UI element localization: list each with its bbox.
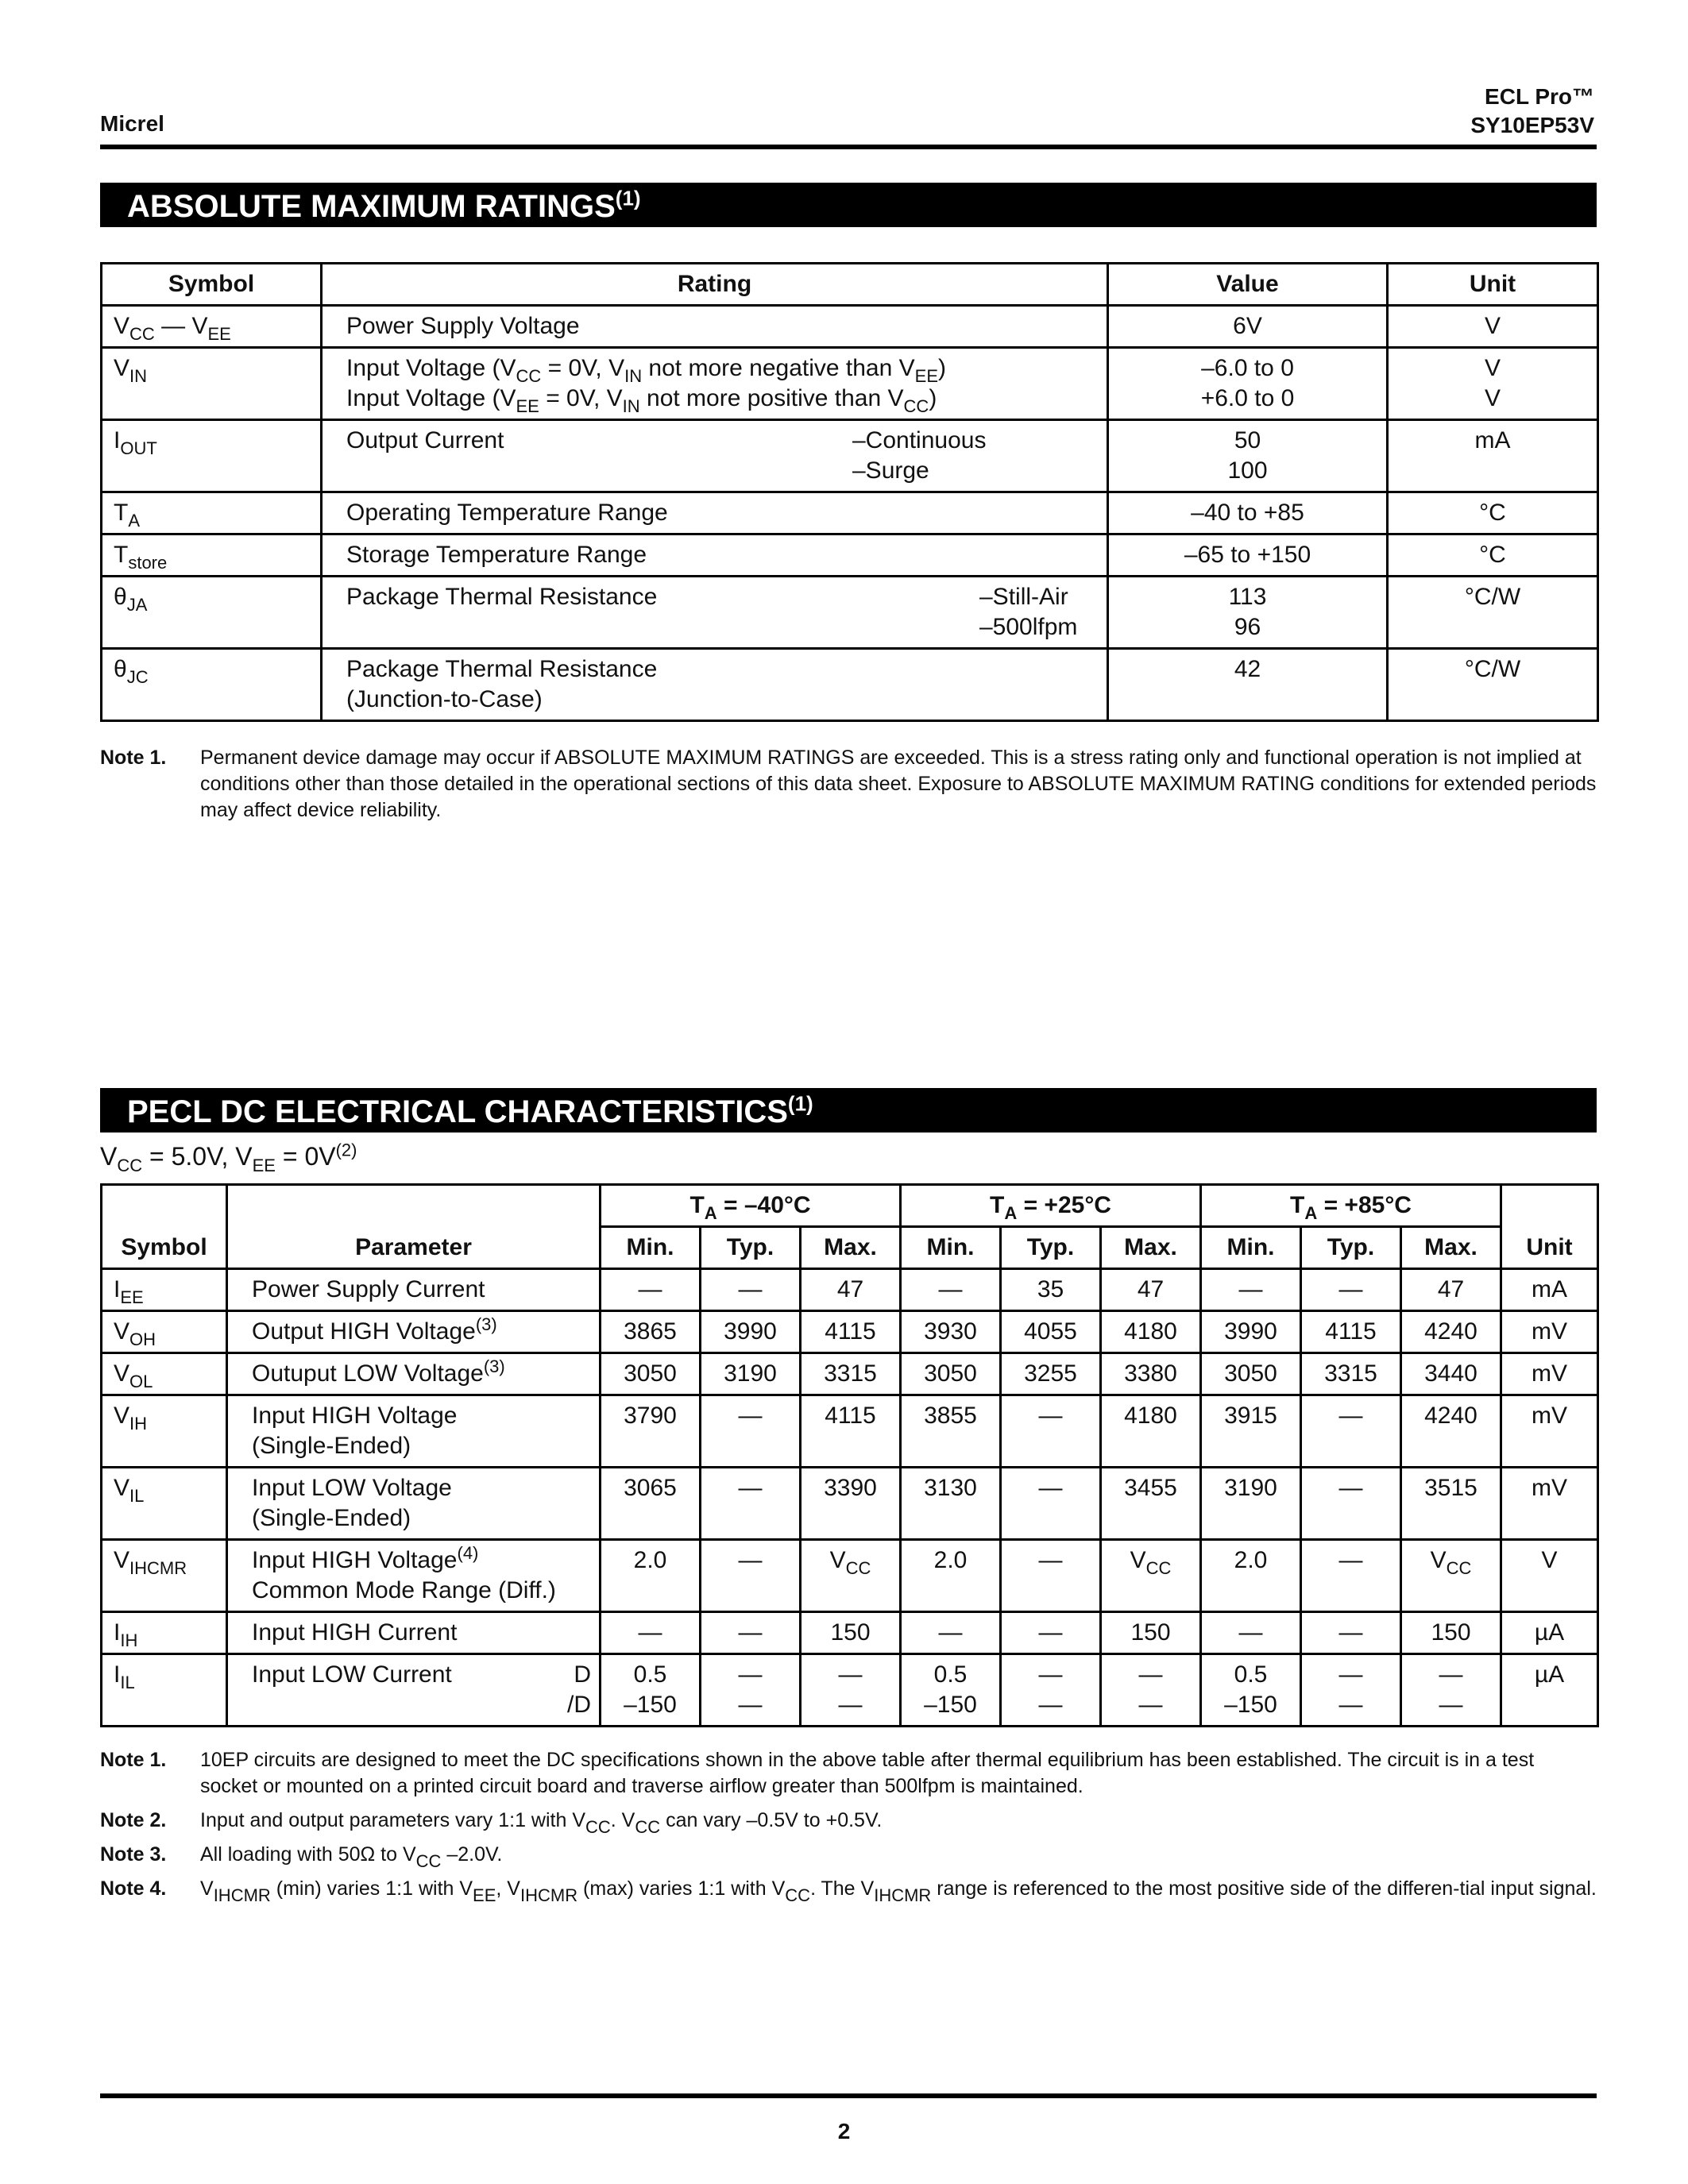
header-rule bbox=[100, 145, 1597, 149]
pecl-col-parameter: Parameter bbox=[227, 1185, 601, 1269]
cell: 0.5 –150 bbox=[1201, 1654, 1301, 1727]
cell: — bbox=[901, 1269, 1001, 1311]
pecl-row-vihcmr bbox=[102, 1540, 1598, 1612]
symbol: $V_{IL}$ bbox=[102, 1468, 227, 1540]
symbol: $T_A$ bbox=[102, 492, 322, 534]
parameter: Input LOW Current D /D bbox=[227, 1654, 601, 1727]
cell: 35 bbox=[1001, 1269, 1101, 1311]
footer-rule bbox=[100, 2093, 1597, 2098]
amr-col-unit: Unit bbox=[1388, 264, 1598, 306]
cell: 4240 bbox=[1401, 1395, 1501, 1468]
cell: 4180 bbox=[1101, 1311, 1201, 1353]
parameter: Input HIGH Voltage (Single-Ended) bbox=[227, 1395, 601, 1468]
rating: Package Thermal Resistance –Still-Air –500lfpm bbox=[322, 577, 1108, 649]
symbol: $V_{CC}$ — $V_{EE}$ bbox=[102, 306, 322, 348]
pecl-row-voh bbox=[102, 1311, 1598, 1353]
cell: — bbox=[1201, 1269, 1301, 1311]
pecl-dc-table bbox=[100, 1183, 1599, 1727]
symbol: $V_{IH}$ bbox=[102, 1395, 227, 1468]
pecl-row-vil bbox=[102, 1468, 1598, 1540]
cell: — bbox=[1001, 1612, 1101, 1654]
cell: 3990 bbox=[1201, 1311, 1301, 1353]
amr-table bbox=[100, 262, 1599, 722]
col-typ: Typ. bbox=[1301, 1227, 1401, 1269]
symbol: $V_{OH}$ bbox=[102, 1311, 227, 1353]
cell: — bbox=[701, 1468, 801, 1540]
rating: Output Current –Continuous –Surge bbox=[322, 420, 1108, 492]
value: –6.0 to 0 +6.0 to 0 bbox=[1108, 348, 1388, 420]
cell: — bbox=[601, 1269, 701, 1311]
parameter: Input LOW Voltage (Single-Ended) bbox=[227, 1468, 601, 1540]
parameter: Output HIGH Voltage$^{(3)}$ bbox=[227, 1311, 601, 1353]
amr-notes bbox=[100, 745, 1597, 832]
cell: 3915 bbox=[1201, 1395, 1301, 1468]
cell: 47 bbox=[1401, 1269, 1501, 1311]
unit: µA bbox=[1501, 1654, 1598, 1727]
cell: — bbox=[1201, 1612, 1301, 1654]
cell: 3315 bbox=[801, 1353, 901, 1395]
supply-conditions: $V_{CC} = 5.0V$, $V_{EE} = 0V^{(2)}$ bbox=[100, 1140, 357, 1175]
unit: V bbox=[1388, 306, 1598, 348]
amr-note-1: Note 1. Permanent device damage may occur if ABSOLUTE MAXIMUM RATINGS are exceeded. This is a stress rating only and functional operation is not implied at conditions other than those detailed in the operational sections of this data sheet. Exposure to ABSOLUTE MAXIMUM RATING conditions for extended periods may affect device reliability. bbox=[100, 747, 1597, 821]
unit: °C bbox=[1388, 534, 1598, 577]
cell: — — bbox=[1101, 1654, 1201, 1727]
col-min: Min. bbox=[1201, 1227, 1301, 1269]
symbol: $V_{OL}$ bbox=[102, 1353, 227, 1395]
cell: 3190 bbox=[1201, 1468, 1301, 1540]
cell: 47 bbox=[801, 1269, 901, 1311]
col-min: Min. bbox=[901, 1227, 1001, 1269]
cell: — bbox=[1301, 1468, 1401, 1540]
symbol: $T_{store}$ bbox=[102, 534, 322, 577]
cell: — bbox=[1301, 1612, 1401, 1654]
col-min: Min. bbox=[601, 1227, 701, 1269]
cell: $V_{CC}$ bbox=[801, 1540, 901, 1612]
cell: 0.5 –150 bbox=[901, 1654, 1001, 1727]
cell: — — bbox=[1301, 1654, 1401, 1727]
cell: 3315 bbox=[1301, 1353, 1401, 1395]
temp-group-plus85: $T_A = +85^\circ C$ bbox=[1201, 1185, 1501, 1227]
symbol: $V_{IHCMR}$ bbox=[102, 1540, 227, 1612]
parameter: Outuput LOW Voltage$^{(3)}$ bbox=[227, 1353, 601, 1395]
cell: — bbox=[601, 1612, 701, 1654]
cell: — — bbox=[701, 1654, 801, 1727]
cell: — bbox=[1001, 1395, 1101, 1468]
symbol: $I_{IH}$ bbox=[102, 1612, 227, 1654]
amr-row-iout bbox=[102, 420, 1598, 492]
value: –65 to +150 bbox=[1108, 534, 1388, 577]
unit: V V bbox=[1388, 348, 1598, 420]
pecl-row-iih bbox=[102, 1612, 1598, 1654]
cell: 150 bbox=[1401, 1612, 1501, 1654]
parameter: Power Supply Current bbox=[227, 1269, 601, 1311]
cell: 3515 bbox=[1401, 1468, 1501, 1540]
rating: Input Voltage ($V_{CC} = 0V$, $V_{IN}$ not more negative than $V_{EE}$) Input Voltage ($V_{EE} = 0V$, $V_{IN}$ not more positive than $V_{CC}$) bbox=[322, 348, 1108, 420]
cell: 4240 bbox=[1401, 1311, 1501, 1353]
cell: 3050 bbox=[601, 1353, 701, 1395]
cell: 3455 bbox=[1101, 1468, 1201, 1540]
unit: µA bbox=[1501, 1612, 1598, 1654]
value: 42 bbox=[1108, 649, 1388, 721]
cell: 3050 bbox=[901, 1353, 1001, 1395]
cell: 3440 bbox=[1401, 1353, 1501, 1395]
unit: mA bbox=[1388, 420, 1598, 492]
amr-row-tstore bbox=[102, 534, 1598, 577]
cell: — — bbox=[1001, 1654, 1101, 1727]
cell: 3130 bbox=[901, 1468, 1001, 1540]
pecl-row-iil bbox=[102, 1654, 1598, 1727]
value: 113 96 bbox=[1108, 577, 1388, 649]
amr-row-ta bbox=[102, 492, 1598, 534]
cell: 3255 bbox=[1001, 1353, 1101, 1395]
cell: 2.0 bbox=[901, 1540, 1001, 1612]
unit: °C/W bbox=[1388, 649, 1598, 721]
cell: — bbox=[1001, 1468, 1101, 1540]
amr-row-theta-ja bbox=[102, 577, 1598, 649]
pecl-section-title: PECL DC ELECTRICAL CHARACTERISTICS$^{(1)}$ bbox=[100, 1088, 1597, 1133]
pecl-col-symbol: Symbol bbox=[102, 1185, 227, 1269]
cell: — bbox=[701, 1612, 801, 1654]
cell: 3930 bbox=[901, 1311, 1001, 1353]
pecl-note-3: Note 3. All loading with 50Ω to $V_{CC}$ –2.0V. bbox=[100, 1843, 503, 1871]
cell: 3790 bbox=[601, 1395, 701, 1468]
cell: — bbox=[1301, 1395, 1401, 1468]
cell: — bbox=[701, 1269, 801, 1311]
pecl-note-4: Note 4. $V_{IHCMR}$ (min) varies 1:1 with $V_{EE}$, $V_{IHCMR}$ (max) varies 1:1 with $V_{CC}$. The $V_{IHCMR}$ range is referenced to the most positive side of the differen-tial input signal. bbox=[100, 1877, 1597, 1905]
cell: 47 bbox=[1101, 1269, 1201, 1311]
cell: — bbox=[1001, 1540, 1101, 1612]
col-max: Max. bbox=[1401, 1227, 1501, 1269]
unit: mV bbox=[1501, 1311, 1598, 1353]
col-max: Max. bbox=[1101, 1227, 1201, 1269]
pecl-temp-header-row bbox=[102, 1185, 1598, 1227]
page-number: 2 bbox=[837, 2119, 851, 2143]
product-header bbox=[1470, 83, 1594, 140]
amr-section-title: ABSOLUTE MAXIMUM RATINGS$^{(1)}$ bbox=[100, 183, 1597, 227]
unit: V bbox=[1501, 1540, 1598, 1612]
cell: 150 bbox=[1101, 1612, 1201, 1654]
amr-row-vin bbox=[102, 348, 1598, 420]
amr-col-rating: Rating bbox=[322, 264, 1108, 306]
rating: Operating Temperature Range bbox=[322, 492, 1108, 534]
cell: 3190 bbox=[701, 1353, 801, 1395]
cell: — bbox=[1301, 1269, 1401, 1311]
cell: — — bbox=[1401, 1654, 1501, 1727]
cell: 3050 bbox=[1201, 1353, 1301, 1395]
cell: $V_{CC}$ bbox=[1101, 1540, 1201, 1612]
unit: mV bbox=[1501, 1468, 1598, 1540]
value: 6V bbox=[1108, 306, 1388, 348]
pecl-row-iee bbox=[102, 1269, 1598, 1311]
pecl-note-2: Note 2. Input and output parameters vary 1:1 with $V_{CC}$. $V_{CC}$ can vary –0.5V to +0.5V. bbox=[100, 1809, 883, 1837]
cell: 2.0 bbox=[601, 1540, 701, 1612]
cell: 3865 bbox=[601, 1311, 701, 1353]
pecl-row-vih bbox=[102, 1395, 1598, 1468]
symbol: $I_{IL}$ bbox=[102, 1654, 227, 1727]
unit: mV bbox=[1501, 1353, 1598, 1395]
cell: 3990 bbox=[701, 1311, 801, 1353]
symbol: $I_{OUT}$ bbox=[102, 420, 322, 492]
temp-group-plus25: $T_A = +25^\circ C$ bbox=[901, 1185, 1201, 1227]
unit: mA bbox=[1501, 1269, 1598, 1311]
cell: 150 bbox=[801, 1612, 901, 1654]
product-line: ECL Pro™ bbox=[1485, 84, 1594, 109]
cell: 3380 bbox=[1101, 1353, 1201, 1395]
cell: 4180 bbox=[1101, 1395, 1201, 1468]
symbol: $V_{IN}$ bbox=[102, 348, 322, 420]
cell: 4115 bbox=[801, 1311, 901, 1353]
amr-col-value: Value bbox=[1108, 264, 1388, 306]
part-number: SY10EP53V bbox=[1470, 113, 1594, 137]
parameter: Input HIGH Current bbox=[227, 1612, 601, 1654]
cell: — bbox=[901, 1612, 1001, 1654]
cell: 3065 bbox=[601, 1468, 701, 1540]
unit: °C/W bbox=[1388, 577, 1598, 649]
amr-col-symbol: Symbol bbox=[102, 264, 322, 306]
value: –40 to +85 bbox=[1108, 492, 1388, 534]
cell: 4055 bbox=[1001, 1311, 1101, 1353]
col-typ: Typ. bbox=[701, 1227, 801, 1269]
symbol: $\theta_{JA}$ bbox=[102, 577, 322, 649]
cell: — bbox=[701, 1395, 801, 1468]
cell: — bbox=[701, 1540, 801, 1612]
amr-row-vcc-vee bbox=[102, 306, 1598, 348]
rating: Package Thermal Resistance (Junction-to-Case) bbox=[322, 649, 1108, 721]
company-name: Micrel bbox=[100, 111, 164, 136]
amr-row-theta-jc bbox=[102, 649, 1598, 721]
cell: — bbox=[1301, 1540, 1401, 1612]
pecl-notes bbox=[100, 1747, 1597, 1910]
cell: — — bbox=[801, 1654, 901, 1727]
rating: Power Supply Voltage bbox=[322, 306, 1108, 348]
pecl-row-vol bbox=[102, 1353, 1598, 1395]
amr-header-row bbox=[102, 264, 1598, 306]
cell: 2.0 bbox=[1201, 1540, 1301, 1612]
cell: 4115 bbox=[801, 1395, 901, 1468]
temp-group-minus40: $T_A = -40^\circ C$ bbox=[601, 1185, 901, 1227]
symbol: $\theta_{JC}$ bbox=[102, 649, 322, 721]
cell: 4115 bbox=[1301, 1311, 1401, 1353]
cell: $V_{CC}$ bbox=[1401, 1540, 1501, 1612]
rating: Storage Temperature Range bbox=[322, 534, 1108, 577]
symbol: $I_{EE}$ bbox=[102, 1269, 227, 1311]
pecl-col-unit: Unit bbox=[1501, 1185, 1598, 1269]
col-max: Max. bbox=[801, 1227, 901, 1269]
parameter: Input HIGH Voltage$^{(4)}$ Common Mode Range (Diff.) bbox=[227, 1540, 601, 1612]
unit: °C bbox=[1388, 492, 1598, 534]
pecl-note-1: Note 1. 10EP circuits are designed to meet the DC specifications shown in the above table after thermal equilibrium has been established. The circuit is in a test socket or mounted on a printed circuit board and traverse airflow greater than 500lfpm is maintained. bbox=[100, 1749, 1535, 1797]
unit: mV bbox=[1501, 1395, 1598, 1468]
col-typ: Typ. bbox=[1001, 1227, 1101, 1269]
cell: 3855 bbox=[901, 1395, 1001, 1468]
cell: 3390 bbox=[801, 1468, 901, 1540]
value: 50 100 bbox=[1108, 420, 1388, 492]
cell: 0.5 –150 bbox=[601, 1654, 701, 1727]
